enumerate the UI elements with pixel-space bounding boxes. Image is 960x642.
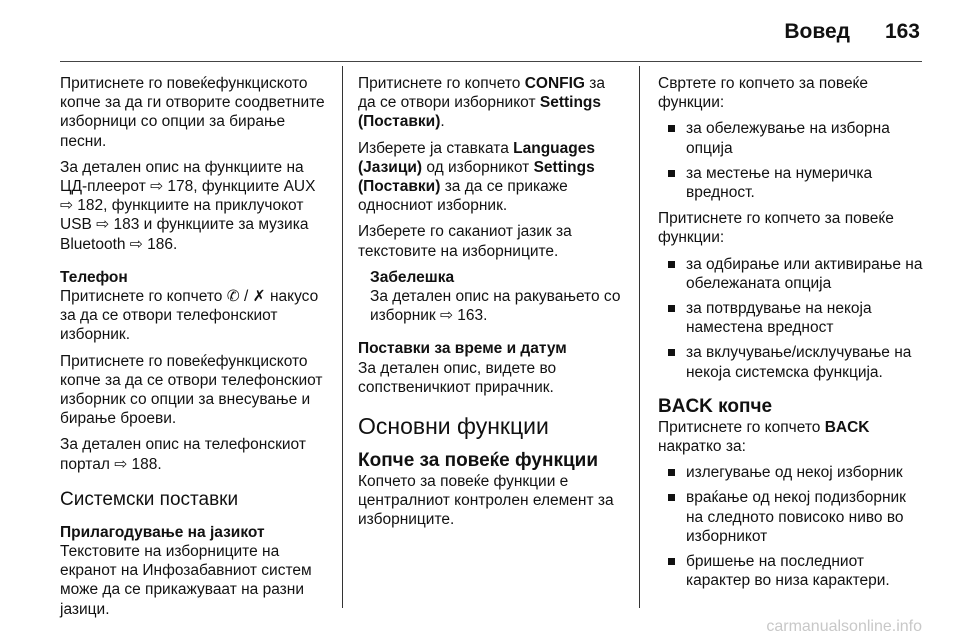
paragraph: Изберете ја ставката Languages (Јазици) од изборникот Settings (Поставки) за да се прикаже односниот изборник. (358, 139, 595, 215)
paragraph: Притиснете го копчето ✆ / ✗ накусо за да се отвори телефонскиот изборник. (60, 288, 319, 344)
page-header (0, 0, 960, 62)
watermark: carmanualsonline.info (766, 618, 922, 635)
paragraph: За детален опис на функциите на ЦД-плеерот ⇨ 178, функциите AUX ⇨ 182, функциите на приклучокот USB ⇨ 183 и функциите за музика Bluetooth ⇨ 186. (60, 158, 316, 253)
list-item: излегување од некој изборник (658, 463, 926, 482)
phone-call-icon: ✆ (226, 288, 240, 306)
paragraph: За детален опис, видете во сопственичкиот прирачник. (358, 359, 557, 396)
heading-system-settings: Системски поставки (60, 488, 239, 510)
heading-multifunction-knob: Копче за повеќе функции (358, 450, 598, 472)
heading-phone: Телефон (60, 268, 128, 286)
list-item: за обележување на изборна опција (658, 119, 926, 157)
list-item: за одбирање или активирање на обележаната опција (658, 255, 926, 293)
column-2 (358, 74, 626, 537)
list-item: враќање од некој подизборник на следното повисоко ниво во изборникот (658, 488, 926, 546)
list-item: бришење на последниот карактер во низа карактери. (658, 552, 926, 590)
bullet-list-2 (658, 255, 926, 382)
heading-basic-functions: Основни функции (358, 413, 549, 440)
paragraph: Притиснете го повеќефункциското копче за да се отвори телефонскиот изборник со опции за внесување и бирање броеви. (60, 352, 323, 428)
paragraph: Текстовите на изборниците на екранот на Инфозабавниот систем може да се прикажуваат на разни јазици. (60, 543, 312, 618)
column-divider-2 (639, 66, 640, 608)
paragraph: Изберете го саканиот јазик за текстовите на изборниците. (358, 223, 572, 260)
heading-back-button: BACK копче (658, 395, 773, 417)
page-title: Вовед (784, 20, 850, 43)
note-text: За детален опис на ракувањето со изборник ⇨ 163. (370, 288, 621, 325)
paragraph: Притиснете го копчето за повеќе функции: (658, 210, 894, 247)
header-divider (60, 61, 922, 62)
bullet-list-3 (658, 463, 926, 590)
list-item: за вклучување/исклучување на некоја системска функција. (658, 343, 926, 381)
column-3 (658, 74, 926, 597)
paragraph: Притиснете го копчето CONFIG за да се отвори изборникот Settings (Поставки). (358, 75, 606, 131)
paragraph: Копчето за повеќе функции е централниот контролен елемент за изборниците. (358, 473, 614, 529)
phone-mute-icon: ✗ (252, 288, 266, 306)
heading-time-date: Поставки за време и датум (358, 340, 567, 358)
note-box (370, 268, 626, 326)
column-divider-1 (342, 66, 343, 608)
heading-language: Прилагодување на јазикот (60, 523, 265, 541)
paragraph: Притиснете го повеќефункциското копче за да ги отворите соодветните изборници со опции за бирање песни. (60, 75, 325, 150)
list-item: за потврдување на некоја наместена вредност (658, 299, 926, 337)
note-title: Забелешка (370, 268, 455, 286)
bullet-list-1 (658, 119, 926, 202)
list-item: за местење на нумеричка вредност. (658, 164, 926, 202)
paragraph: Притиснете го копчето BACK накратко за: (658, 418, 870, 456)
page-number: 163 (884, 20, 920, 43)
paragraph: За детален опис на телефонскиот портал ⇨ 188. (60, 436, 306, 473)
paragraph: Свртете го копчето за повеќе функции: (658, 75, 868, 112)
column-1 (60, 74, 328, 626)
